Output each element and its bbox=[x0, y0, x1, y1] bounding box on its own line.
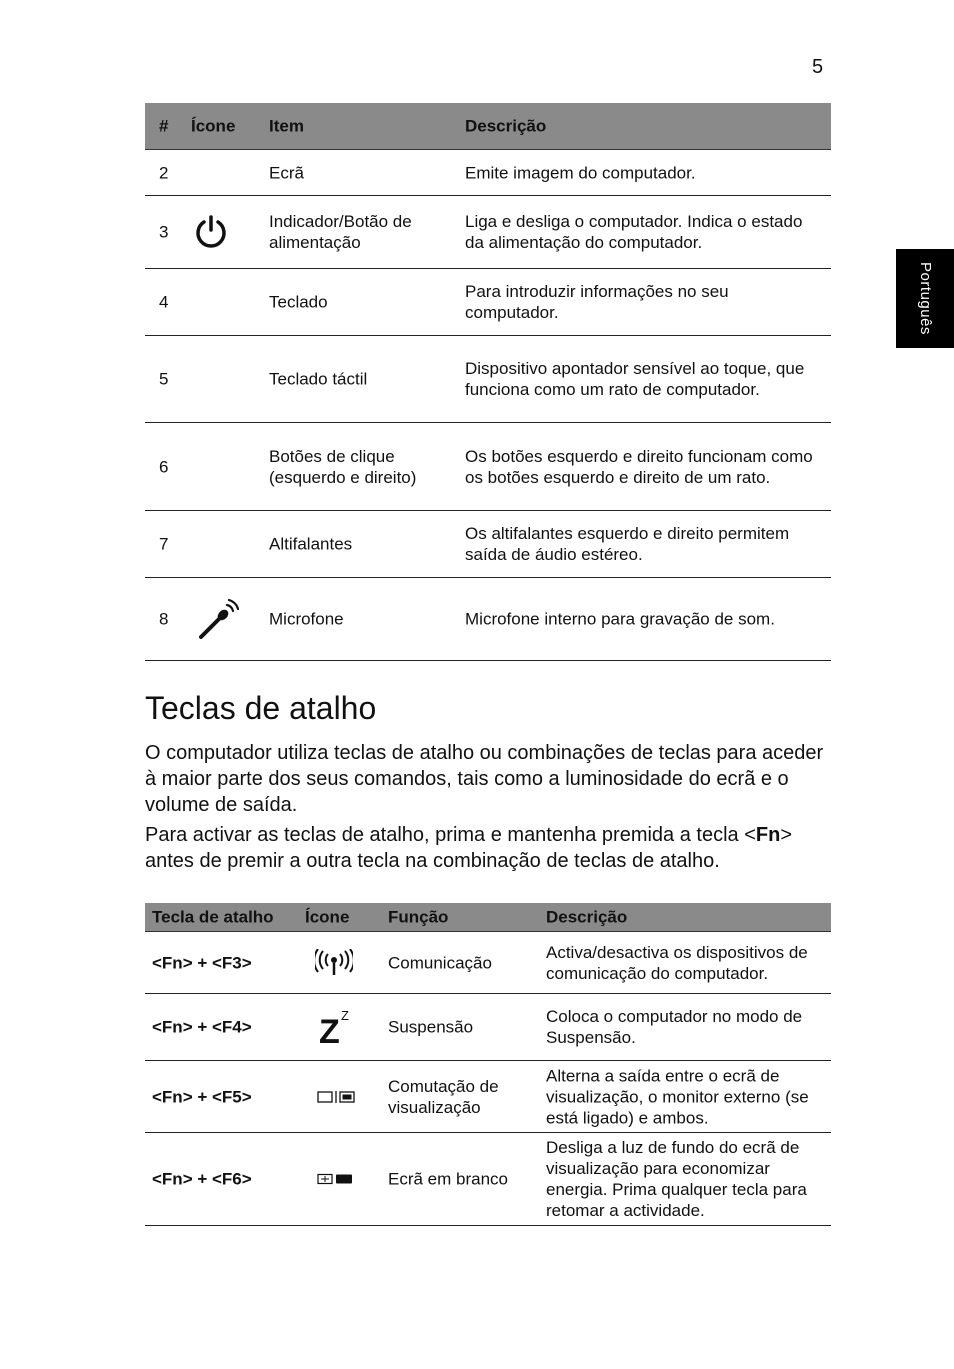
row-item: Ecrã bbox=[269, 163, 304, 182]
row-item: Teclado táctil bbox=[269, 369, 368, 389]
header-icon: Ícone bbox=[191, 116, 236, 136]
instruction-paragraph bbox=[145, 822, 831, 874]
row-num: 8 bbox=[159, 609, 169, 629]
components-table-header bbox=[145, 103, 831, 150]
language-tab bbox=[896, 249, 954, 348]
instruction-text-before: Para activar as teclas de atalho, prima e mantenha premida a tecla < bbox=[145, 824, 756, 846]
svg-text:Z: Z bbox=[319, 1013, 340, 1046]
instruction-text-after: > antes de premir a outra tecla na combinação de teclas de atalho. bbox=[145, 824, 793, 872]
row-desc: Liga e desliga o computador. Indica o estado da alimentação do computador. bbox=[465, 212, 803, 252]
page-number: 5 bbox=[812, 56, 824, 78]
header-desc: Descrição bbox=[546, 907, 628, 927]
row-desc: Para introduzir informações no seu computador. bbox=[465, 282, 729, 322]
table-row bbox=[145, 1133, 831, 1226]
row-item: Altifalantes bbox=[269, 534, 353, 554]
intro-paragraph: O computador utiliza teclas de atalho ou combinações de teclas para aceder à maior parte dos seus comandos, tais como a luminosidade do ecrã e o volume de saída. bbox=[145, 742, 824, 816]
table-row bbox=[145, 196, 831, 269]
row-function: Suspensão bbox=[388, 1017, 474, 1037]
row-num: 5 bbox=[159, 369, 169, 389]
display-toggle-icon bbox=[317, 1090, 355, 1104]
row-hotkey: <Fn> + <F5> bbox=[152, 1087, 252, 1106]
microphone-icon bbox=[197, 597, 243, 641]
wireless-icon bbox=[315, 949, 353, 977]
row-item: Botões de clique (esquerdo e direito) bbox=[269, 446, 417, 487]
row-num: 2 bbox=[159, 163, 169, 182]
header-icon: Ícone bbox=[305, 907, 350, 927]
fn-key-label: Fn bbox=[755, 824, 781, 846]
table-row bbox=[145, 994, 831, 1061]
row-desc: Os altifalantes esquerdo e direito permitem saída de áudio estéreo. bbox=[465, 524, 790, 564]
row-function: Ecrã em branco bbox=[388, 1169, 508, 1189]
svg-text:Z: Z bbox=[341, 1008, 349, 1023]
row-item: Indicador/Botão de alimentação bbox=[269, 212, 412, 252]
header-item: Item bbox=[269, 116, 304, 136]
table-row bbox=[145, 150, 831, 196]
table-row bbox=[145, 932, 831, 994]
row-function: Comutação de visualização bbox=[388, 1076, 499, 1117]
row-num: 3 bbox=[159, 222, 169, 242]
table-row bbox=[145, 578, 831, 661]
row-num: 4 bbox=[159, 292, 169, 312]
row-hotkey: <Fn> + <F3> bbox=[152, 953, 252, 972]
row-desc: Coloca o computador no modo de Suspensão. bbox=[546, 1007, 803, 1047]
power-icon bbox=[193, 214, 229, 250]
row-num: 7 bbox=[159, 534, 169, 554]
screen-blank-icon bbox=[317, 1173, 353, 1185]
table-row bbox=[145, 336, 831, 423]
header-desc: Descrição bbox=[465, 116, 547, 136]
row-desc: Alterna a saída entre o ecrã de visualização, o monitor externo (se está ligado) e ambos. bbox=[546, 1066, 809, 1127]
sleep-icon bbox=[317, 1008, 351, 1046]
table-row bbox=[145, 511, 831, 578]
row-num: 6 bbox=[159, 457, 169, 476]
table-row bbox=[145, 269, 831, 336]
row-hotkey: <Fn> + <F4> bbox=[152, 1017, 252, 1037]
hotkeys-table-header bbox=[145, 903, 831, 932]
row-item: Microfone bbox=[269, 609, 344, 629]
row-desc: Os botões esquerdo e direito funcionam como os botões esquerdo e direito de um rato. bbox=[465, 446, 813, 487]
row-desc: Activa/desactiva os dispositivos de comunicação do computador. bbox=[546, 942, 808, 983]
header-num: # bbox=[159, 116, 169, 136]
row-desc: Microfone interno para gravação de som. bbox=[465, 609, 775, 629]
row-desc: Dispositivo apontador sensível ao toque, que funciona como um rato de computador. bbox=[465, 359, 805, 399]
components-table bbox=[145, 103, 831, 661]
section-title: Teclas de atalho bbox=[145, 690, 377, 726]
hotkeys-table bbox=[145, 903, 831, 1226]
row-function: Comunicação bbox=[388, 953, 492, 972]
header-function: Função bbox=[388, 907, 449, 927]
table-row bbox=[145, 423, 831, 511]
row-hotkey: <Fn> + <F6> bbox=[152, 1169, 252, 1189]
table-row bbox=[145, 1061, 831, 1133]
row-desc: Emite imagem do computador. bbox=[465, 163, 696, 182]
header-hotkey: Tecla de atalho bbox=[152, 907, 274, 927]
language-tab-label: Português bbox=[916, 262, 934, 335]
row-item: Teclado bbox=[269, 292, 328, 312]
row-desc: Desliga a luz de fundo do ecrã de visualização para economizar energia. Prima qualquer tecla para retomar a actividade. bbox=[546, 1138, 807, 1220]
